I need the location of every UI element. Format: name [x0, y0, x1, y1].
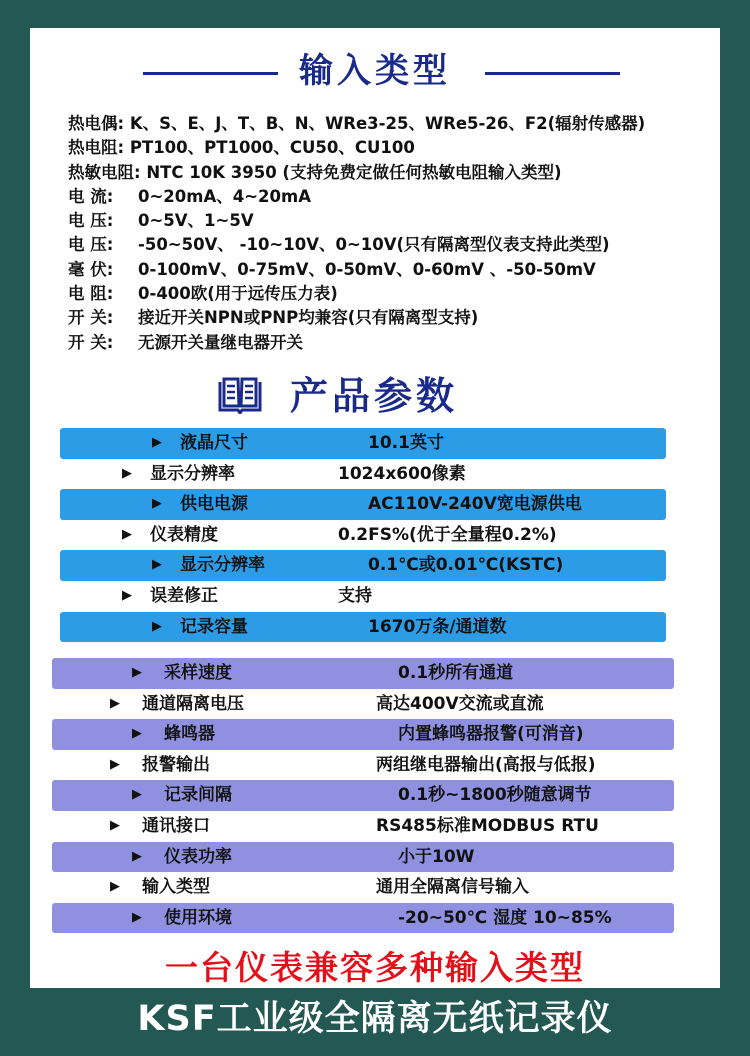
table-row: ▶ 液晶尺寸 10.1英寸: [60, 428, 666, 459]
table-row: ▶ 误差修正 支持: [30, 581, 720, 612]
bullet-icon: ▶: [132, 848, 142, 864]
bullet-icon: ▶: [110, 817, 120, 833]
table-row: ▶ 供电电源 AC110V-240V宽电源供电: [60, 489, 666, 520]
table-row: ▶ 仪表功率 小于10W: [52, 842, 674, 873]
bullet-icon: ▶: [132, 665, 142, 680]
input-types-list: [68, 112, 708, 355]
list-item: 热电偶: K、S、E、J、T、B、N、WRe3-25、WRe5-26、F2(辐射传感器): [68, 114, 646, 133]
input-types-header: [30, 46, 720, 96]
footer-title: KSF工业级全隔离无纸记录仪: [137, 999, 613, 1039]
table-row: ▶ 记录容量 1670万条/通道数: [60, 612, 666, 643]
bullet-icon: ▶: [152, 435, 162, 450]
list-item: 热敏电阻: NTC 10K 3950 (支持免费定做任何热敏电阻输入类型): [68, 162, 562, 182]
table-row: ▶ 仪表精度 0.2FS%(优于全量程0.2%): [30, 520, 720, 551]
table-row: ▶ 报警输出 两组继电器输出(高报与低报): [30, 750, 720, 781]
bullet-icon: ▶: [122, 587, 132, 603]
bullet-icon: ▶: [152, 557, 162, 573]
list-item: 电 流: 0~20mA、4~20mA: [68, 186, 311, 206]
table-row: ▶ 使用环境 -20~50℃ 湿度 10~85%: [52, 903, 674, 934]
bullet-icon: ▶: [122, 526, 132, 542]
table-row: ▶ 通讯接口 RS485标准MODBUS RTU: [30, 811, 720, 842]
table-row: ▶ 蜂鸣器 内置蜂鸣器报警(可消音): [52, 719, 674, 750]
params-title: 产品参数: [290, 374, 459, 418]
bullet-icon: ▶: [110, 879, 120, 895]
table-row: ▶ 采样速度 0.1秒所有通道: [52, 658, 674, 689]
params-header: [30, 368, 720, 424]
bullet-icon: ▶: [132, 909, 142, 925]
table-row: ▶ 通道隔离电压 高达400V交流或直流: [30, 689, 720, 720]
list-item: 热电阻: PT100、PT1000、CU50、CU100: [68, 138, 415, 158]
table-row: ▶ 记录间隔 0.1秒~1800秒随意调节: [52, 780, 674, 811]
input-types-title: 输入类型: [299, 51, 451, 91]
slogan: 一台仪表兼容多种输入类型: [165, 948, 585, 987]
params-table-2: [30, 658, 720, 933]
bullet-icon: ▶: [152, 618, 162, 634]
open-book-icon: [218, 376, 262, 414]
list-item: 电 阻: 0-400欧(用于远传压力表): [68, 284, 338, 304]
white-panel: [30, 28, 720, 988]
params-table: [30, 428, 720, 642]
list-item: 开 关: 无源开关量继电器开关: [68, 332, 303, 352]
bullet-icon: ▶: [110, 756, 120, 772]
title-rule-right: [485, 72, 620, 75]
bullet-icon: ▶: [152, 496, 162, 512]
bullet-icon: ▶: [110, 695, 120, 711]
list-item: 电 压: -50~50V、 -10~10V、0~10V(只有隔离型仪表支持此类型): [68, 235, 610, 255]
title-rule-left: [143, 72, 278, 75]
bullet-icon: ▶: [122, 465, 132, 481]
list-item: 开 关: 接近开关NPN或PNP均兼容(只有隔离型支持): [68, 308, 479, 328]
bullet-icon: ▶: [132, 787, 142, 803]
list-item: 电 压: 0~5V、1~5V: [68, 211, 254, 231]
bullet-icon: ▶: [132, 726, 142, 742]
table-row: ▶ 显示分辨率 0.1℃或0.01℃(KSTC): [60, 550, 666, 581]
table-row: ▶ 输入类型 通用全隔离信号输入: [30, 872, 720, 903]
list-item: 毫 伏: 0-100mV、0-75mV、0-50mV、0-60mV 、-50-50mV: [68, 259, 596, 279]
table-row: ▶ 显示分辨率 1024x600像素: [30, 459, 720, 490]
